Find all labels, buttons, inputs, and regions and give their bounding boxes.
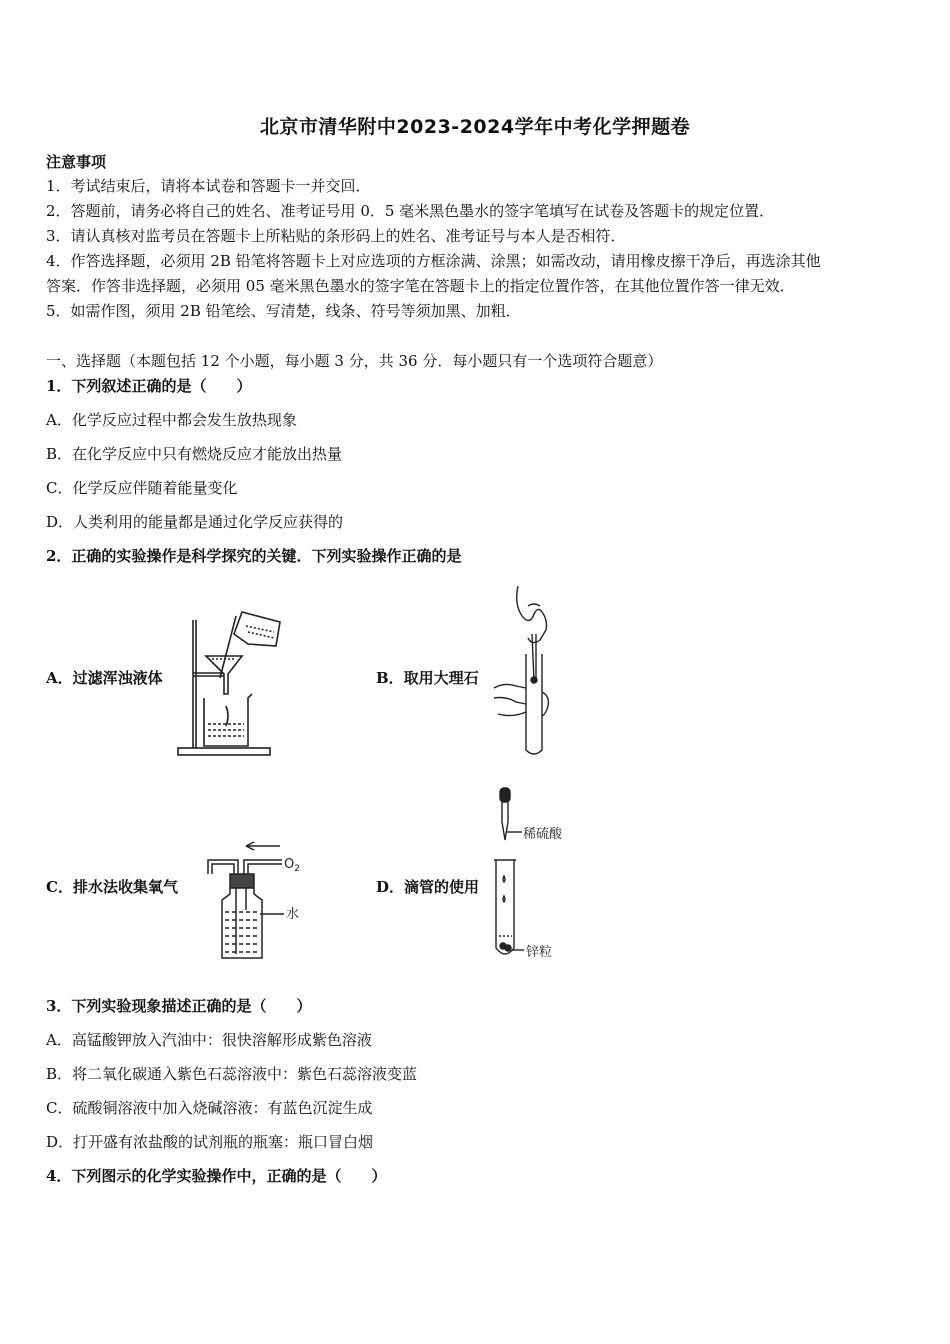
question-stem: 1．下列叙述正确的是（ ） — [46, 377, 252, 395]
option: C．化学反应伴随着能量变化 — [46, 479, 238, 497]
notice-heading: 注意事项 — [46, 153, 107, 171]
option: D．滴管的使用 — [376, 878, 480, 896]
option: C．排水法收集氧气 — [46, 878, 178, 896]
question-stem: 2．正确的实验操作是科学探究的关键．下列实验操作正确的是 — [46, 547, 462, 565]
notice-item: 5．如需作图，须用 2B 铅笔绘、写清楚，线条、符号等须加黑、加粗． — [46, 302, 521, 320]
option: D．人类利用的能量都是通过化学反应获得的 — [46, 513, 344, 531]
question-stem: 4．下列图示的化学实验操作中，正确的是（ ） — [46, 1167, 387, 1185]
page-title: 北京市清华附中2023-2024学年中考化学押题卷 — [259, 116, 691, 138]
water-label: 水 — [286, 907, 300, 922]
option: D．打开盛有浓盐酸的试剂瓶的瓶塞：瓶口冒白烟 — [46, 1133, 374, 1151]
notice-item: 3．请认真核对监考员在答题卡上所粘贴的条形码上的姓名、准考证号与本人是否相符． — [46, 227, 626, 245]
option: A．高锰酸钾放入汽油中：很快溶解形成紫色溶液 — [46, 1031, 372, 1049]
zinc-label: 锌粒 — [526, 945, 553, 960]
option: B．在化学反应中只有燃烧反应才能放出热量 — [46, 445, 343, 463]
notice-item: 答案．作答非选择题，必须用 05 毫米黑色墨水的签字笔在答题卡上的指定位置作答，在其他位置作答一律无效． — [46, 277, 795, 295]
option: A．化学反应过程中都会发生放热现象 — [46, 411, 297, 429]
option: C．硫酸铜溶液中加入烧碱溶液：有蓝色沉淀生成 — [46, 1099, 373, 1117]
option: B．取用大理石 — [376, 669, 479, 687]
notice-item: 1．考试结束后，请将本试卷和答题卡一并交回． — [46, 177, 371, 195]
notice-item: 2．答题前，请务必将自己的姓名、准考证号用 0．5 毫米黑色墨水的签字笔填写在试卷及答题卡的规定位置． — [46, 202, 775, 220]
option: B．将二氧化碳通入紫色石蕊溶液中：紫色石蕊溶液变蓝 — [46, 1065, 418, 1083]
acid-label: 稀硫酸 — [523, 827, 563, 842]
gas-label: $O_2$ — [284, 857, 300, 874]
notice-item: 4．作答选择题，必须用 2B 铅笔将答题卡上对应选项的方框涂满、涂黑；如需改动，请用橡皮擦干净后，再选涂其他 — [46, 252, 821, 270]
dropper-figure — [490, 786, 580, 966]
gas-collection-figure — [200, 838, 310, 962]
section-heading: 一、选择题（本题包括 12 个小题，每小题 3 分，共 36 分．每小题只有一个选项符合题意） — [46, 352, 663, 370]
marble-figure — [492, 584, 558, 760]
option: A．过滤浑浊液体 — [46, 669, 163, 687]
question-stem: 3．下列实验现象描述正确的是（ ） — [46, 997, 312, 1015]
filtration-figure — [176, 606, 288, 758]
